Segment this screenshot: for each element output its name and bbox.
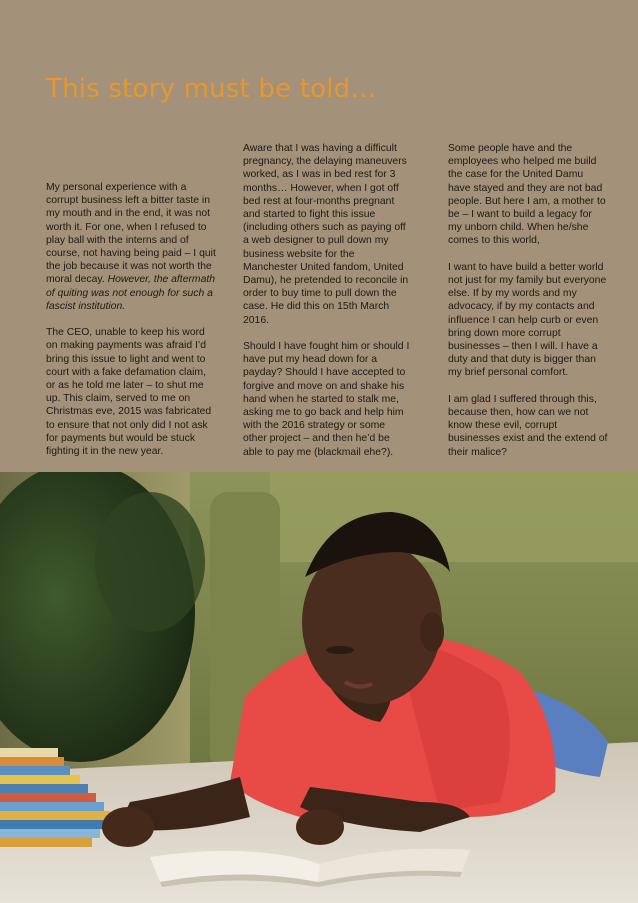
page-title: This story must be told… <box>46 74 377 104</box>
paragraph: Should I have fought him or should I have put my head down for a payday? Should I have accepted to forgive and move on and shake his hand when he started to stalk me, asking me to go back and help him with the 2016 strategy or some other project – and then he’d be able to pay me (blackmail ehe?). <box>243 341 410 458</box>
paragraph <box>46 181 218 313</box>
text-column-1 <box>46 181 218 471</box>
paragraph: The CEO, unable to keep his word on making payments was afraid I’d bring this issue to light and went to court with a fake defamation claim, or as he told me later – to shut me up. This claim, served to me on Christmas eve, 2015 was fabricated to ensure that not only did I not ask for payments but would be stuck fighting it in the new year. <box>46 327 212 458</box>
italic-text: However, the aftermath of quiting was not enough for such a fascist institution. <box>46 274 216 312</box>
paragraph: Some people have and the employees who helped me build the case for the United Damu have stayed and they are not bad people. But here I am, a mother to be – I want to build a legacy for my unborn child. When he/she comes to this world, <box>448 143 606 247</box>
paragraph-text: My personal experience with a corrupt business left a bitter taste in my mouth and in the end, it was not worth it. For one, when I refused to play ball with the interns and of course, not having being paid – I quit the job because it was not worth the moral decay. <box>46 182 216 286</box>
text-column-3 <box>448 142 608 472</box>
photo-illustration <box>0 472 638 903</box>
paragraph: I am glad I suffered through this, because then, how can we not know these evil, corrupt businesses exist and the extend of their malice? <box>448 393 608 458</box>
paragraph: I want to have build a better world not just for my family but everyone else. If by my words and my advocacy, if by my contacts and influence I can help curb or even bring down more corrupt businesses – then I will. I have a duty and that duty is bigger than my brief personal comfort. <box>448 261 607 379</box>
text-column-2 <box>243 142 411 472</box>
paragraph: Aware that I was having a difficult pregnancy, the delaying maneuvers worked, as I was in bed rest for 3 months… However, when I got off bed rest at four-months pregnant and started to fight this issue (including others such as paying off a web designer to pull down my business website for the Manchester United fandom, United Damu), he pretended to reconcile in order to buy time to pull down the case. He did this on 15th March 2016. <box>243 143 409 326</box>
boy-reading-photo <box>0 472 638 903</box>
